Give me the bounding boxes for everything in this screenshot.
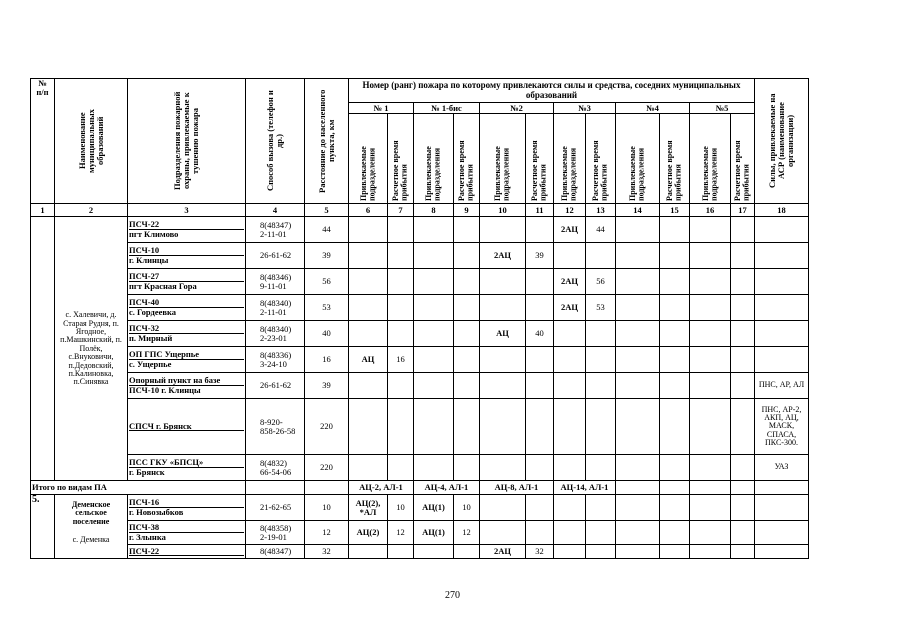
involved-units	[480, 269, 526, 295]
involved-units	[480, 347, 526, 373]
table-row	[31, 495, 809, 521]
header-arrival-time: Расчетное время прибытия	[530, 139, 548, 201]
arrival-time	[660, 399, 690, 455]
call-method: 8(48358) 2-19-01	[246, 521, 305, 545]
involved-units	[690, 295, 731, 321]
header-call: Способ вызова (телефон и др.)	[265, 90, 284, 192]
arrival-time	[586, 321, 616, 347]
column-number: 3	[128, 204, 246, 217]
arrival-time	[586, 399, 616, 455]
arrival-time	[586, 521, 616, 545]
totals-rank-3: АЦ-14, АЛ-1	[554, 481, 616, 495]
unit-cell	[128, 455, 246, 481]
unit-cell	[128, 347, 246, 373]
unit-name: ПСЧ-22	[129, 220, 244, 230]
unit-name: ПСС ГКУ «БПСЦ»	[129, 458, 244, 468]
call-method: 8-920- 858-26-58	[246, 399, 305, 455]
column-number: 6	[349, 204, 388, 217]
arrival-time	[660, 269, 690, 295]
arrival-time	[586, 347, 616, 373]
distance: 39	[305, 243, 349, 269]
fire-resources-table	[30, 78, 809, 559]
involved-units	[414, 373, 454, 399]
distance: 56	[305, 269, 349, 295]
header-arrival-time: Расчетное время прибытия	[665, 139, 683, 201]
arrival-time	[454, 545, 480, 559]
distance: 40	[305, 321, 349, 347]
municipality	[55, 495, 128, 559]
arrival-time	[388, 545, 414, 559]
arrival-time	[454, 373, 480, 399]
involved-units	[690, 217, 731, 243]
involved-units	[414, 545, 454, 559]
header-arrival-time: Расчетное время прибытия	[457, 139, 475, 201]
involved-units	[616, 495, 660, 521]
arrival-time	[454, 243, 480, 269]
arrival-time: 10	[388, 495, 414, 521]
header-muni: Наименование муниципальных образований	[76, 109, 105, 173]
unit-location: с. Ущерпье	[129, 359, 172, 369]
arrival-time	[660, 295, 690, 321]
arrival-time	[586, 373, 616, 399]
involved-units	[554, 399, 586, 455]
group-number	[31, 217, 55, 481]
unit-cell	[128, 399, 246, 455]
asr-forces	[755, 243, 809, 269]
column-number: 11	[526, 204, 554, 217]
unit-name: ПСЧ-22	[129, 547, 244, 557]
arrival-time	[388, 373, 414, 399]
arrival-time: 12	[454, 521, 480, 545]
involved-units	[349, 545, 388, 559]
arrival-time	[731, 217, 755, 243]
distance: 12	[305, 521, 349, 545]
involved-units	[690, 545, 731, 559]
involved-units	[349, 243, 388, 269]
unit-cell	[128, 243, 246, 269]
arrival-time	[526, 347, 554, 373]
arrival-time: 12	[388, 521, 414, 545]
distance: 39	[305, 373, 349, 399]
arrival-time	[586, 545, 616, 559]
rank-4: №4	[616, 103, 690, 114]
unit-cell	[128, 269, 246, 295]
column-number: 4	[246, 204, 305, 217]
involved-units	[616, 347, 660, 373]
involved-units	[690, 455, 731, 481]
header-arrival-time: Расчетное время прибытия	[391, 139, 409, 201]
header-asr: Силы, привлекаемые на АСР (наименование организации)	[767, 93, 795, 189]
asr-forces: ПНС, АР, АЛ	[755, 373, 809, 399]
involved-units	[480, 295, 526, 321]
unit-name: Опорный пункт на базе	[129, 376, 244, 386]
arrival-time: 53	[586, 295, 616, 321]
distance: 16	[305, 347, 349, 373]
rank-5: №5	[690, 103, 755, 114]
municipality: с. Халевичи, д. Старая Рудня, п. Ягодное, п.Машкинский, п. Полёк, с.Внуковичи, п.Дедовский, п.Калиновка, п.Синявка	[55, 217, 128, 481]
arrival-time	[526, 217, 554, 243]
arrival-time	[660, 521, 690, 545]
asr-forces	[755, 269, 809, 295]
group-number: 5.	[31, 495, 55, 559]
unit-location: с. Гордеевка	[129, 307, 177, 317]
arrival-time	[454, 455, 480, 481]
column-number: 1	[31, 204, 55, 217]
arrival-time	[660, 455, 690, 481]
column-number: 10	[480, 204, 526, 217]
header-unit: Подразделения пожарной охраны, привлекаемые к тушению пожара	[172, 91, 200, 191]
distance: 53	[305, 295, 349, 321]
involved-units	[349, 373, 388, 399]
involved-units	[554, 545, 586, 559]
arrival-time	[526, 269, 554, 295]
call-method: 8(48336) 3-24-10	[246, 347, 305, 373]
asr-forces	[755, 495, 809, 521]
arrival-time: 40	[526, 321, 554, 347]
arrival-time	[731, 295, 755, 321]
arrival-time	[388, 455, 414, 481]
arrival-time	[731, 495, 755, 521]
page-number: 270	[445, 590, 460, 601]
arrival-time	[388, 243, 414, 269]
call-method: 8(48347)	[246, 545, 305, 559]
involved-units	[616, 521, 660, 545]
involved-units: 2АЦ	[554, 269, 586, 295]
municipality-settlement: с. Деменка	[72, 535, 110, 545]
involved-units	[616, 399, 660, 455]
involved-units	[616, 373, 660, 399]
involved-units	[616, 269, 660, 295]
arrival-time	[388, 217, 414, 243]
involved-units	[616, 545, 660, 559]
unit-cell	[128, 545, 246, 559]
totals-label: Итого по видам ПА	[31, 481, 246, 495]
involved-units	[690, 347, 731, 373]
unit-cell	[128, 295, 246, 321]
header-involved-units: Привлекаемые подразделения	[628, 145, 646, 201]
call-method: 21-62-65	[246, 495, 305, 521]
unit-location: пгт Красная Гора	[129, 281, 197, 291]
arrival-time: 16	[388, 347, 414, 373]
table-row	[31, 545, 809, 559]
arrival-time	[731, 521, 755, 545]
table-row	[31, 295, 809, 321]
table-row	[31, 243, 809, 269]
involved-units	[690, 243, 731, 269]
table-row	[31, 399, 809, 455]
arrival-time	[731, 545, 755, 559]
arrival-time	[731, 321, 755, 347]
involved-units	[554, 455, 586, 481]
involved-units	[554, 321, 586, 347]
involved-units	[349, 455, 388, 481]
rank-3: №3	[554, 103, 616, 114]
column-number: 8	[414, 204, 454, 217]
involved-units: 2АЦ	[480, 545, 526, 559]
table-row	[31, 269, 809, 295]
header-arrival-time: Расчетное время прибытия	[733, 139, 751, 201]
municipality-name: Деменское сельское поселение	[71, 500, 111, 526]
arrival-time	[660, 321, 690, 347]
unit-name: ПСЧ-27	[129, 272, 244, 282]
involved-units: 2АЦ	[480, 243, 526, 269]
involved-units	[616, 217, 660, 243]
arrival-time	[454, 217, 480, 243]
involved-units	[414, 347, 454, 373]
involved-units	[349, 399, 388, 455]
involved-units: АЦ	[480, 321, 526, 347]
table-row	[31, 347, 809, 373]
arrival-time	[731, 455, 755, 481]
involved-units	[480, 455, 526, 481]
arrival-time	[660, 495, 690, 521]
involved-units	[480, 399, 526, 455]
arrival-time	[660, 545, 690, 559]
arrival-time	[388, 269, 414, 295]
arrival-time	[526, 295, 554, 321]
rank-2: №2	[480, 103, 554, 114]
involved-units	[690, 399, 731, 455]
table-row	[31, 321, 809, 347]
involved-units	[690, 495, 731, 521]
involved-units	[414, 321, 454, 347]
arrival-time	[586, 455, 616, 481]
arrival-time	[526, 521, 554, 545]
involved-units	[480, 495, 526, 521]
header-arrival-time: Расчетное время прибытия	[591, 139, 609, 201]
call-method: 8(48340) 2-23-01	[246, 321, 305, 347]
table-row	[31, 521, 809, 545]
arrival-time: 56	[586, 269, 616, 295]
column-number: 5	[305, 204, 349, 217]
column-number: 14	[616, 204, 660, 217]
involved-units	[616, 243, 660, 269]
unit-cell	[128, 321, 246, 347]
involved-units: АЦ(1)	[414, 521, 454, 545]
unit-name: ПСЧ-32	[129, 324, 244, 334]
arrival-time	[454, 295, 480, 321]
asr-forces	[755, 521, 809, 545]
asr-forces: ПНС, АР-2, АКП, АЦ, МАСК, СПАСА, ПКС-300.	[755, 399, 809, 455]
involved-units	[480, 521, 526, 545]
call-method: 26-61-62	[246, 243, 305, 269]
unit-name: СПСЧ г. Брянск	[129, 422, 244, 432]
involved-units	[554, 243, 586, 269]
asr-forces	[755, 347, 809, 373]
unit-location: ПСЧ-10 г. Клинцы	[129, 385, 201, 395]
arrival-time	[731, 243, 755, 269]
header-involved-units: Привлекаемые подразделения	[700, 145, 718, 201]
involved-units	[690, 373, 731, 399]
unit-location: г. Брянск	[129, 467, 165, 477]
distance: 10	[305, 495, 349, 521]
involved-units	[349, 321, 388, 347]
arrival-time	[454, 399, 480, 455]
arrival-time: 32	[526, 545, 554, 559]
involved-units	[690, 321, 731, 347]
involved-units	[349, 217, 388, 243]
involved-units	[349, 269, 388, 295]
unit-name: ОП ГПС Ущерпье	[129, 350, 244, 360]
arrival-time	[526, 399, 554, 455]
involved-units	[554, 347, 586, 373]
unit-location: г. Новозыбков	[129, 507, 184, 517]
column-number: 2	[55, 204, 128, 217]
unit-name: ПСЧ-38	[129, 523, 244, 533]
involved-units	[480, 373, 526, 399]
arrival-time	[388, 399, 414, 455]
column-number: 15	[660, 204, 690, 217]
header-involved-units: Привлекаемые подразделения	[560, 145, 578, 201]
distance: 32	[305, 545, 349, 559]
arrival-time: 44	[586, 217, 616, 243]
arrival-time	[586, 243, 616, 269]
arrival-time	[660, 217, 690, 243]
involved-units: 2АЦ	[554, 295, 586, 321]
totals-rank-2: АЦ-8, АЛ-1	[480, 481, 554, 495]
column-number: 17	[731, 204, 755, 217]
column-number: 18	[755, 204, 809, 217]
rank-1bis: № 1-бис	[414, 103, 480, 114]
call-method: 8(48340) 2-11-01	[246, 295, 305, 321]
distance: 220	[305, 455, 349, 481]
unit-cell	[128, 373, 246, 399]
unit-cell	[128, 495, 246, 521]
unit-location: п. Мирный	[129, 333, 173, 343]
table-row	[31, 455, 809, 481]
unit-cell	[128, 217, 246, 243]
arrival-time	[454, 321, 480, 347]
unit-name: ПСЧ-16	[129, 498, 244, 508]
column-number: 16	[690, 204, 731, 217]
call-method: 8(48347) 2-11-01	[246, 217, 305, 243]
involved-units	[414, 217, 454, 243]
header-involved-units: Привлекаемые подразделения	[424, 145, 442, 201]
call-method: 26-61-62	[246, 373, 305, 399]
totals-row	[31, 481, 809, 495]
table-row	[31, 217, 809, 243]
unit-cell	[128, 521, 246, 545]
involved-units	[554, 373, 586, 399]
totals-rank-1bis: АЦ-4, АЛ-1	[414, 481, 480, 495]
header-big: Номер (ранг) пожара по которому привлекаются силы и средства, соседних муниципальных образований	[349, 79, 755, 103]
involved-units	[414, 295, 454, 321]
rank-1: № 1	[349, 103, 414, 114]
involved-units	[554, 495, 586, 521]
involved-units	[414, 243, 454, 269]
totals-rank-1: АЦ-2, АЛ-1	[349, 481, 414, 495]
arrival-time	[731, 269, 755, 295]
arrival-time	[731, 373, 755, 399]
asr-forces	[755, 545, 809, 559]
arrival-time	[660, 347, 690, 373]
involved-units: 2АЦ	[554, 217, 586, 243]
arrival-time	[526, 455, 554, 481]
arrival-time	[526, 495, 554, 521]
unit-location: г. Клинцы	[129, 255, 169, 265]
involved-units	[414, 455, 454, 481]
column-number: 12	[554, 204, 586, 217]
header-num: № п/п	[31, 79, 55, 204]
header-involved-units: Привлекаемые подразделения	[493, 145, 511, 201]
arrival-time	[526, 373, 554, 399]
involved-units	[414, 399, 454, 455]
column-number: 13	[586, 204, 616, 217]
header-involved-units: Привлекаемые подразделения	[358, 145, 376, 201]
involved-units	[616, 295, 660, 321]
involved-units	[616, 455, 660, 481]
involved-units	[480, 217, 526, 243]
asr-forces	[755, 321, 809, 347]
arrival-time	[586, 495, 616, 521]
asr-forces: УАЗ	[755, 455, 809, 481]
column-number: 7	[388, 204, 414, 217]
column-number: 9	[454, 204, 480, 217]
arrival-time	[388, 295, 414, 321]
distance: 44	[305, 217, 349, 243]
distance: 220	[305, 399, 349, 455]
header-dist: Расстояние до населенного пункта, км	[316, 89, 336, 193]
unit-name: ПСЧ-10	[129, 246, 244, 256]
arrival-time: 10	[454, 495, 480, 521]
involved-units	[616, 321, 660, 347]
unit-location: пгт Климово	[129, 229, 179, 239]
unit-location: г. Злынка	[129, 532, 166, 542]
involved-units: АЦ(1)	[414, 495, 454, 521]
arrival-time	[454, 347, 480, 373]
involved-units	[690, 269, 731, 295]
arrival-time: 39	[526, 243, 554, 269]
call-method: 8(4832) 66-54-06	[246, 455, 305, 481]
arrival-time	[731, 399, 755, 455]
involved-units	[554, 521, 586, 545]
arrival-time	[731, 347, 755, 373]
arrival-time	[388, 321, 414, 347]
involved-units	[690, 521, 731, 545]
arrival-time	[660, 373, 690, 399]
table-row	[31, 373, 809, 399]
unit-name: ПСЧ-40	[129, 298, 244, 308]
call-method: 8(48346) 9-11-01	[246, 269, 305, 295]
involved-units	[349, 295, 388, 321]
involved-units	[414, 269, 454, 295]
involved-units: АЦ(2)	[349, 521, 388, 545]
arrival-time	[454, 269, 480, 295]
arrival-time	[660, 243, 690, 269]
asr-forces	[755, 295, 809, 321]
involved-units: АЦ(2), *АЛ	[349, 495, 388, 521]
involved-units: АЦ	[349, 347, 388, 373]
asr-forces	[755, 217, 809, 243]
